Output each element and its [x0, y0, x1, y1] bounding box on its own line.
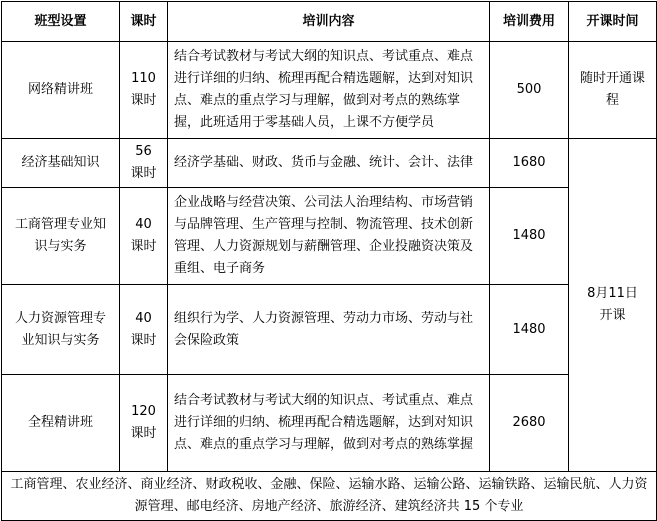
header-start-time: 开课时间: [569, 2, 657, 42]
start-time-cell: 随时开通课程: [569, 42, 657, 139]
header-hours: 课时: [120, 2, 168, 42]
footer-row: [2, 472, 657, 521]
content-cell: 经济学基础、财政、货币与金融、统计、会计、法律: [168, 139, 490, 188]
merged-start-time-cell: [569, 139, 657, 472]
class-name-cell: 人力资源管理专业知识与实务: [2, 285, 120, 375]
table-row: [2, 42, 657, 139]
hours-text: 110 课时: [130, 71, 157, 108]
course-table: [1, 1, 657, 521]
hours-text: 56 课时: [130, 144, 157, 181]
content-cell: 组织行为学、人力资源管理、劳动力市场、劳动与社会保险政策: [168, 285, 490, 375]
fee-cell: 2680: [490, 375, 569, 472]
class-name-cell: 工商管理专业知识与实务: [2, 188, 120, 285]
hours-cell: [120, 285, 168, 375]
hours-text: 40 课时: [130, 217, 157, 254]
header-content: 培训内容: [168, 2, 490, 42]
header-class-setup: 班型设置: [2, 2, 120, 42]
content-cell: 企业战略与经营决策、公司法人治理结构、市场营销与品牌管理、生产管理与控制、物流管理、技术创新管理、人力资源规划与薪酬管理、企业投融资决策及重组、电子商务: [168, 188, 490, 285]
header-fee: 培训费用: [490, 2, 569, 42]
fee-cell: 500: [490, 42, 569, 139]
header-row: [2, 2, 657, 42]
hours-cell: [120, 375, 168, 472]
table-row: [2, 285, 657, 375]
fee-cell: 1480: [490, 188, 569, 285]
hours-text: 120 课时: [130, 404, 157, 441]
merged-start-time-text: 8月11日开课: [587, 286, 638, 323]
class-name-cell: 经济基础知识: [2, 139, 120, 188]
hours-text: 40 课时: [130, 310, 157, 348]
hours-cell: [120, 42, 168, 139]
majors-list: 工商管理、农业经济、商业经济、财政税收、金融、保险、运输水路、运输公路、运输铁路、运输民航、人力资源管理、邮电经济、房地产经济、旅游经济、建筑经济共 15 个专业: [2, 472, 657, 521]
table-row: [2, 188, 657, 285]
table-row: [2, 139, 657, 188]
class-name-cell: 全程精讲班: [2, 375, 120, 472]
class-name-cell: 网络精讲班: [2, 42, 120, 139]
fee-cell: 1480: [490, 285, 569, 375]
hours-cell: [120, 139, 168, 188]
table-row: [2, 375, 657, 472]
content-cell: 结合考试教材与考试大纲的知识点、考试重点、难点进行详细的归纳、梳理再配合精选题解，达到对知识点、难点的重点学习与理解，做到对考点的熟练掌握: [168, 375, 490, 472]
hours-cell: [120, 188, 168, 285]
content-cell: 结合考试教材与考试大纲的知识点、考试重点、难点进行详细的归纳、梳理再配合精选题解，达到对知识点、难点的重点学习与理解，做到对考点的熟练掌握，此班适用于零基础人员，上课不方便学员: [168, 42, 490, 139]
fee-cell: 1680: [490, 139, 569, 188]
